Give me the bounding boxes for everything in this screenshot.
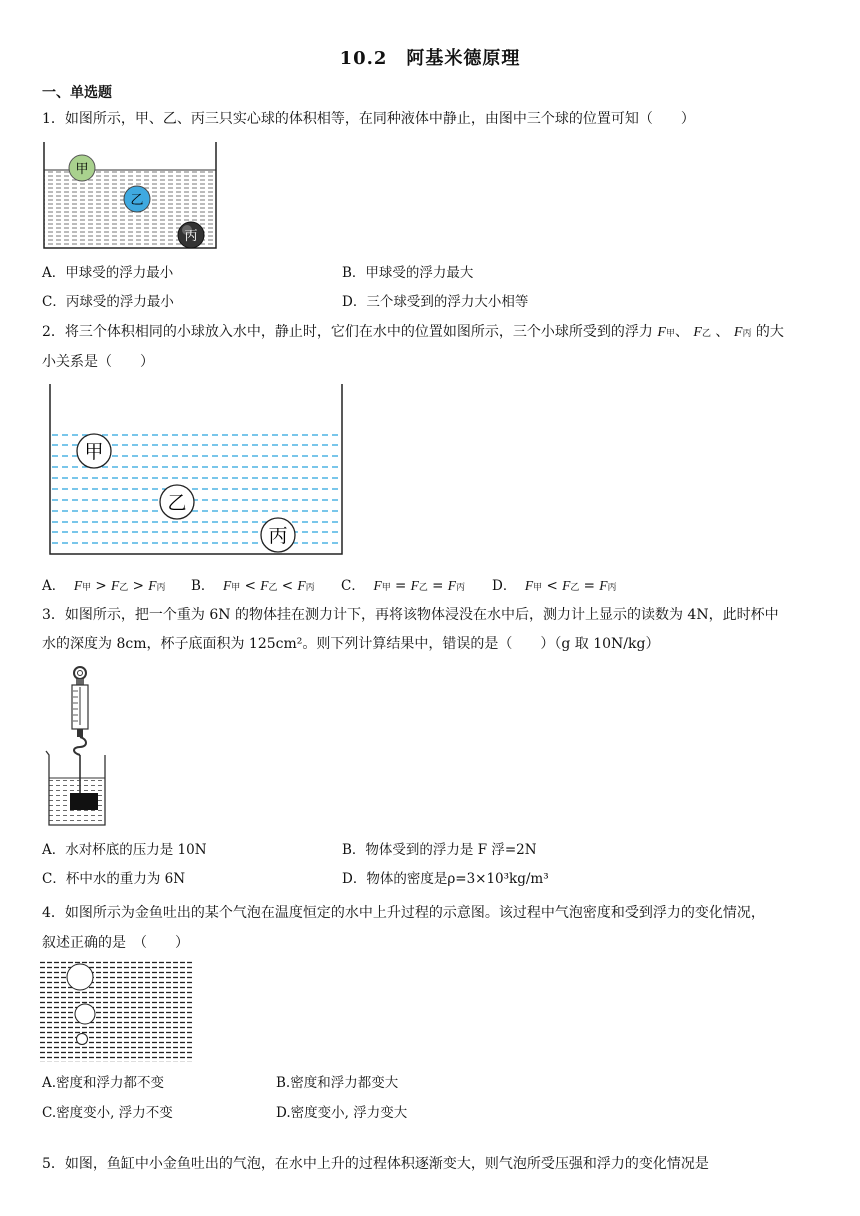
q5-stem: 5．如图，鱼缸中小金鱼吐出的气泡，在水中上升的过程体积逐渐变大，则气泡所受压强和浮力的变化情况是 — [42, 1156, 709, 1172]
q1-option-d[interactable]: D．三个球受到的浮力大小相等 — [342, 294, 529, 310]
section-heading: 一、单选题 — [42, 85, 112, 101]
q1-figure — [40, 142, 220, 252]
q2-option-d[interactable]: D． F甲 < F乙 = F丙 — [492, 578, 617, 594]
q3-option-c[interactable]: C．杯中水的重力为 6N — [42, 871, 186, 887]
q2-ball-yi: 乙 — [167, 492, 187, 514]
q1-ball-yi: 乙 — [130, 193, 144, 208]
q2-figure — [44, 384, 348, 560]
q2-option-c[interactable]: C． F甲 = F乙 = F丙 — [341, 578, 466, 594]
q2-ball-bing: 丙 — [268, 525, 288, 547]
q2-option-b[interactable]: B． F甲 < F乙 < F丙 — [191, 578, 315, 594]
q1-option-b[interactable]: B．甲球受的浮力最大 — [342, 265, 474, 281]
q4-option-b[interactable]: B.密度和浮力都变大 — [276, 1075, 399, 1091]
q1-stem: 1．如图所示，甲、乙、丙三只实心球的体积相等，在同种液体中静止，由图中三个球的位置可知（ ） — [42, 111, 695, 127]
q3-option-d[interactable]: D．物体的密度是ρ=3×10³kg/m³ — [342, 871, 549, 887]
q1-ball-bing: 丙 — [184, 229, 198, 244]
q4-stem-line2: 叙述正确的是 （ ） — [42, 935, 189, 951]
q4-stem-line1: 4．如图所示为金鱼吐出的某个气泡在温度恒定的水中上升过程的示意图。该过程中气泡密度和受到浮力的变化情况， — [42, 905, 765, 921]
q3-figure — [42, 663, 122, 829]
q3-option-b[interactable]: B．物体受到的浮力是 F 浮=2N — [342, 842, 537, 858]
q3-option-a[interactable]: A．水对杯底的压力是 10N — [42, 842, 207, 858]
q2-ball-jia: 甲 — [84, 441, 104, 463]
q1-option-a[interactable]: A．甲球受的浮力最小 — [42, 265, 174, 281]
q2-stem-cont: 小关系是（ ） — [42, 354, 154, 370]
q4-option-a[interactable]: A.密度和浮力都不变 — [42, 1075, 165, 1091]
q2-option-a[interactable]: A． F甲 > F乙 > F丙 — [42, 578, 166, 594]
q1-ball-jia: 甲 — [75, 162, 89, 177]
q3-stem-line2: 水的深度为 8cm，杯子底面积为 125cm²。则下列计算结果中，错误的是（ ）（g 取 10N/kg） — [42, 636, 660, 652]
q3-stem-line1: 3．如图所示，把一个重为 6N 的物体挂在测力计下，再将该物体浸没在水中后，测力计上显示的读数为 4N，此时杯中 — [42, 607, 779, 623]
q1-option-c[interactable]: C．丙球受的浮力最小 — [42, 294, 174, 310]
q4-figure — [40, 960, 192, 1062]
page-title: 10.2 阿基米德原理 — [339, 48, 521, 69]
q2-stem: 2．将三个体积相同的小球放入水中，静止时，它们在水中的位置如图所示，三个小球所受到的浮力 F甲、 F乙 、 F丙 的大 — [42, 324, 784, 340]
q4-option-d[interactable]: D.密度变小, 浮力变大 — [276, 1105, 408, 1121]
q4-option-c[interactable]: C.密度变小, 浮力不变 — [42, 1105, 173, 1121]
